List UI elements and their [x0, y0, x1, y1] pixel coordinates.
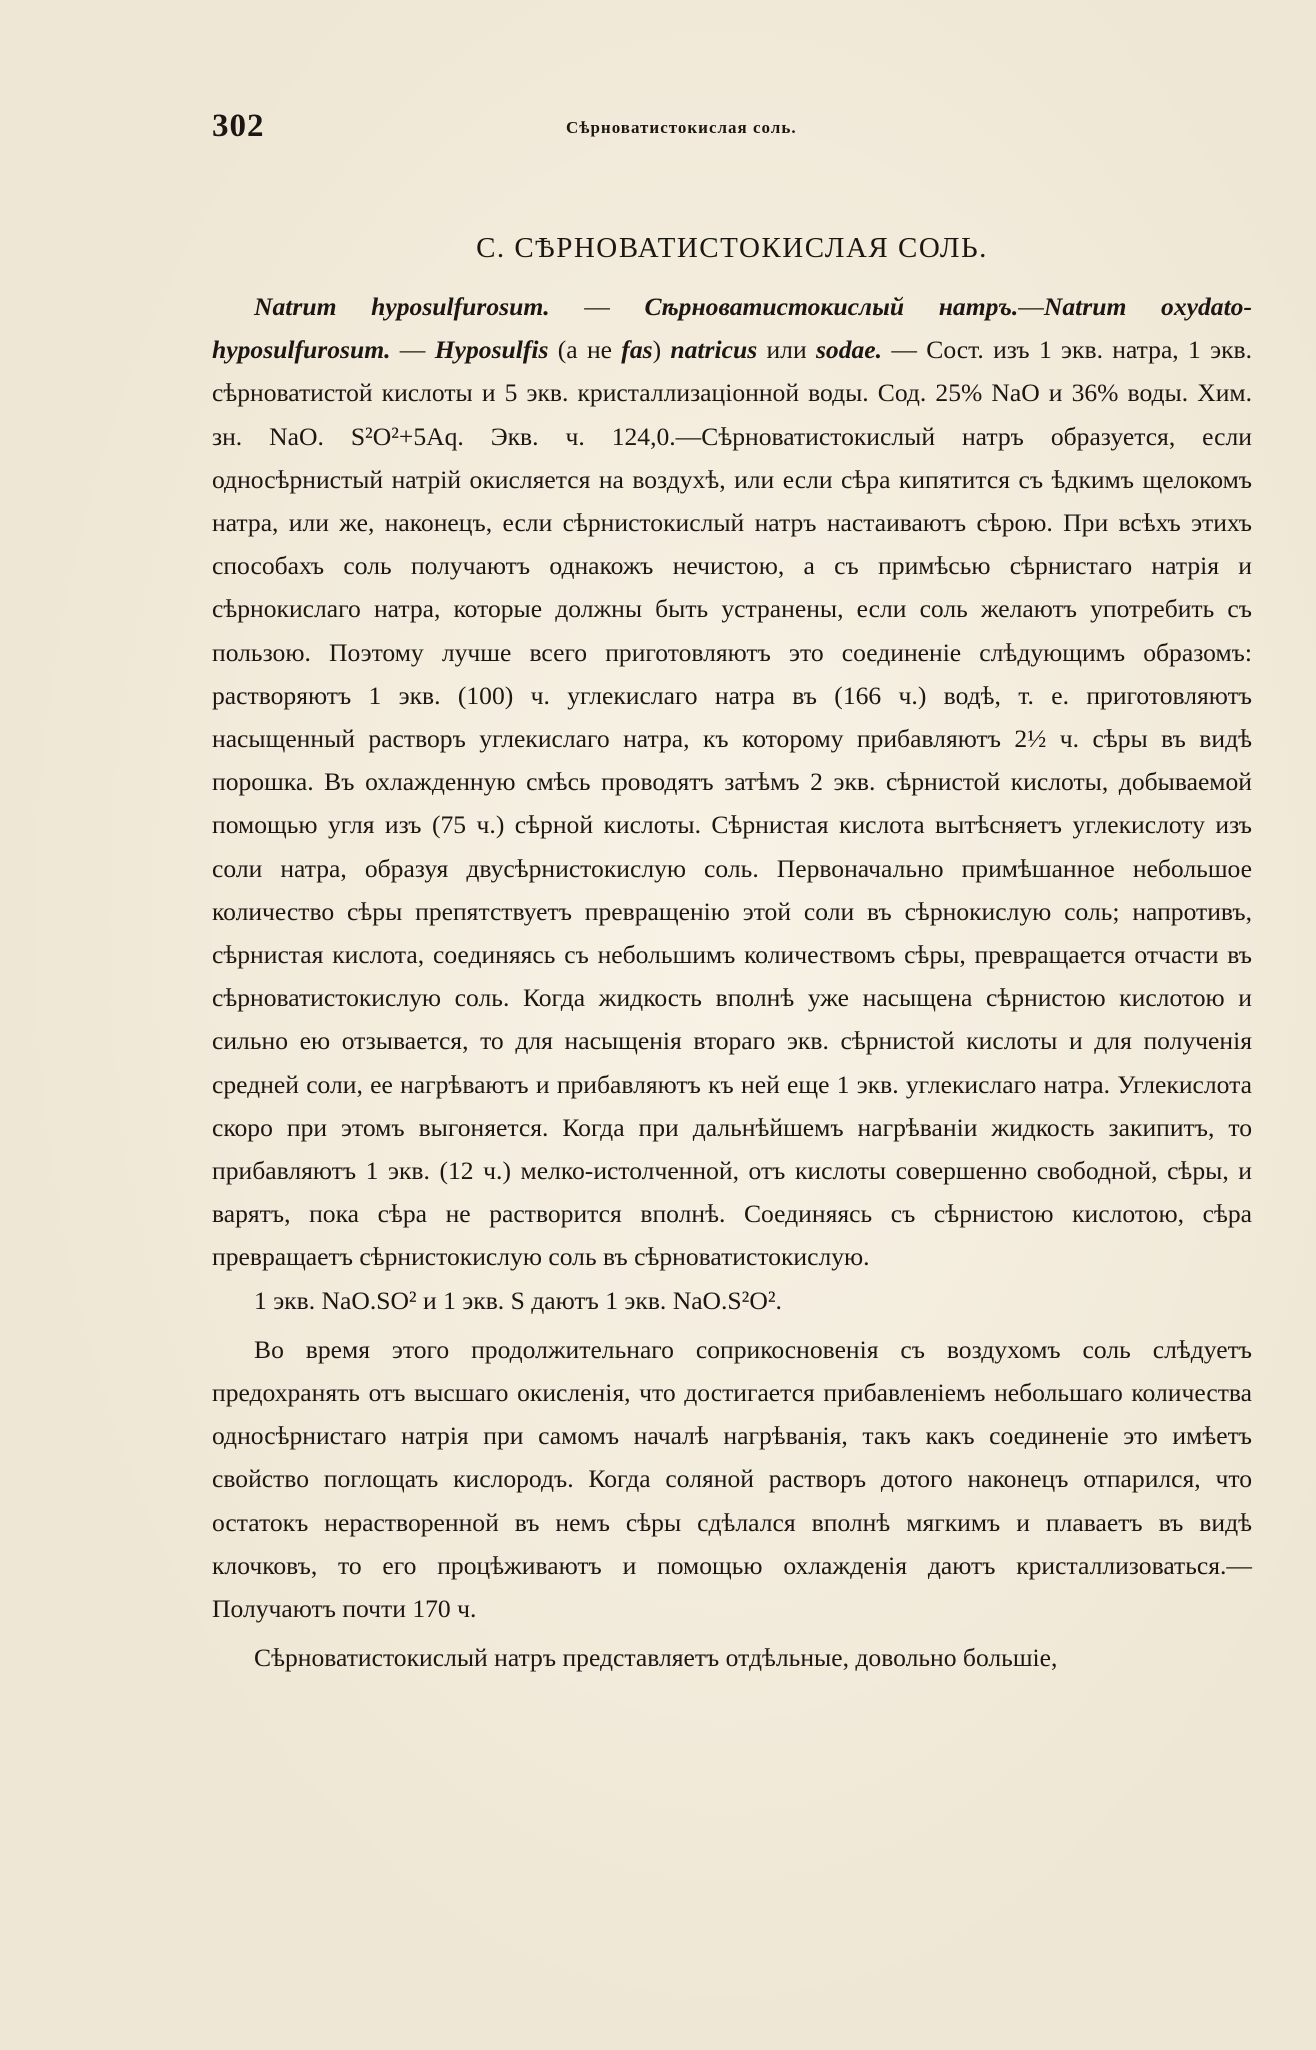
body-text — [212, 285, 1252, 1680]
dash: — — [549, 292, 645, 321]
aside-text: ) — [652, 335, 671, 365]
dash: — — [1018, 292, 1044, 321]
latin-synonym: fas — [621, 335, 653, 365]
latin-synonym: sodae. — [815, 335, 883, 365]
russian-synonym: Сѣрноватистокислый натръ. — [644, 292, 1019, 321]
equation-line: 1 экв. NaO.SO² и 1 экв. S даютъ 1 экв. NaO.S²O². — [254, 1285, 782, 1315]
running-head — [212, 108, 1252, 156]
running-title: Сѣрноватистокислая соль. — [566, 118, 797, 137]
page-number: 302 — [212, 108, 265, 144]
chapter-title: С. СѢРНОВАТИСТОКИСЛАЯ СОЛЬ. — [476, 232, 988, 264]
intro-paragraph — [212, 285, 1252, 1279]
conjunction: или — [757, 335, 816, 365]
latin-synonym: Natrum oxydato-hyposulfurosum. — [212, 292, 1252, 365]
dash: — — [390, 335, 435, 365]
paragraph: Сѣрноватистокислый натръ представляетъ отдѣльные, довольно большіе, — [254, 1643, 1058, 1673]
intro-text: — Сост. изъ 1 экв. натра, 1 экв. сѣрноватистой кислоты и 5 экв. кристаллизаціонной воды. Сод. 25% NaO и 36% воды. Хим. зн. NaO. S²O²+5Aq. Экв. ч. 124,0.—Сѣрноватистокислый натръ образуется, если односѣрнистый натрій окисляется на воздухѣ, или если сѣра кипятится съ ѣдкимъ щелокомъ натра, или же, наконецъ, если сѣрнистокислый натръ настаиваютъ сѣрою. При всѣхъ этихъ способахъ соль получаютъ однакожъ нечистою, а съ примѣсью сѣрнистаго натрія и сѣрнокислаго натра, которые должны быть устранены, если соль желаютъ употребить съ пользою. Поэтому лучше всего приготовляютъ это соединеніе слѣдующимъ образомъ: растворяютъ 1 экв. (100) ч. углекислаго натра въ (166 ч.) водѣ, т. е. приготовляютъ насыщенный растворъ углекислаго натра, къ которому прибавляютъ 2½ ч. сѣры въ видѣ порошка. Въ охлажденную смѣсь проводятъ затѣмъ 2 экв. сѣрнистой кислоты, добываемой помощью угля изъ (75 ч.) сѣрной кислоты. Сѣрнистая кислота вытѣсняетъ углекислоту изъ соли натра, образуя двусѣрнистокислую соль. Первоначально примѣшанное небольшое количество сѣры препятствуетъ превращенію этой соли въ сѣрнокислую соль; напротивъ, сѣрнистая кислота, соединяясь съ небольшимъ количествомъ сѣры, превращается отчасти въ сѣрноватистокислую соль. Когда жидкость вполнѣ уже насыщена сѣрнистою кислотою и сильно ею отзывается, то для насыщенія втораго экв. сѣрнистой кислоты и для полученія средней соли, ее нагрѣваютъ и прибавляютъ къ ней еще 1 экв. углекислаго натра. Углекислота скоро при этомъ выгоняется. Когда при дальнѣйшемъ нагрѣваніи жидкость закипитъ, то прибавляютъ 1 экв. (12 ч.) мелко-истолченной, отъ кислоты совершенно свободной, сѣры, и варятъ, пока сѣра не растворится вполнѣ. Соединяясь съ сѣрнистою кислотою, сѣра превращаетъ сѣрнистокислую соль въ сѣрноватистокислую. — [212, 335, 1252, 1272]
paragraph: Во время этого продолжительнаго соприкосновенія съ воздухомъ соль слѣдуетъ предохранять отъ высшаго окисленія, что достигается прибавленіемъ небольшаго количества односѣрнистаго натрія при самомъ началѣ нагрѣванія, такъ какъ соединеніе это имѣетъ свойство поглощать кислородъ. Когда соляной растворъ дотого наконецъ отпарился, что остатокъ нерастворенной въ немъ сѣры сдѣлался вполнѣ мягкимъ и плаваетъ въ видѣ клочковъ, то его процѣживаютъ и помощью охлажденія даютъ кристаллизоваться.—Получаютъ почти 170 ч. — [212, 1334, 1252, 1624]
latin-synonym: Natrum hyposulfurosum. — [254, 292, 550, 321]
aside-text: (а не — [548, 335, 622, 365]
latin-synonym: Hyposulfis — [434, 335, 549, 365]
latin-synonym: natricus — [670, 335, 758, 365]
